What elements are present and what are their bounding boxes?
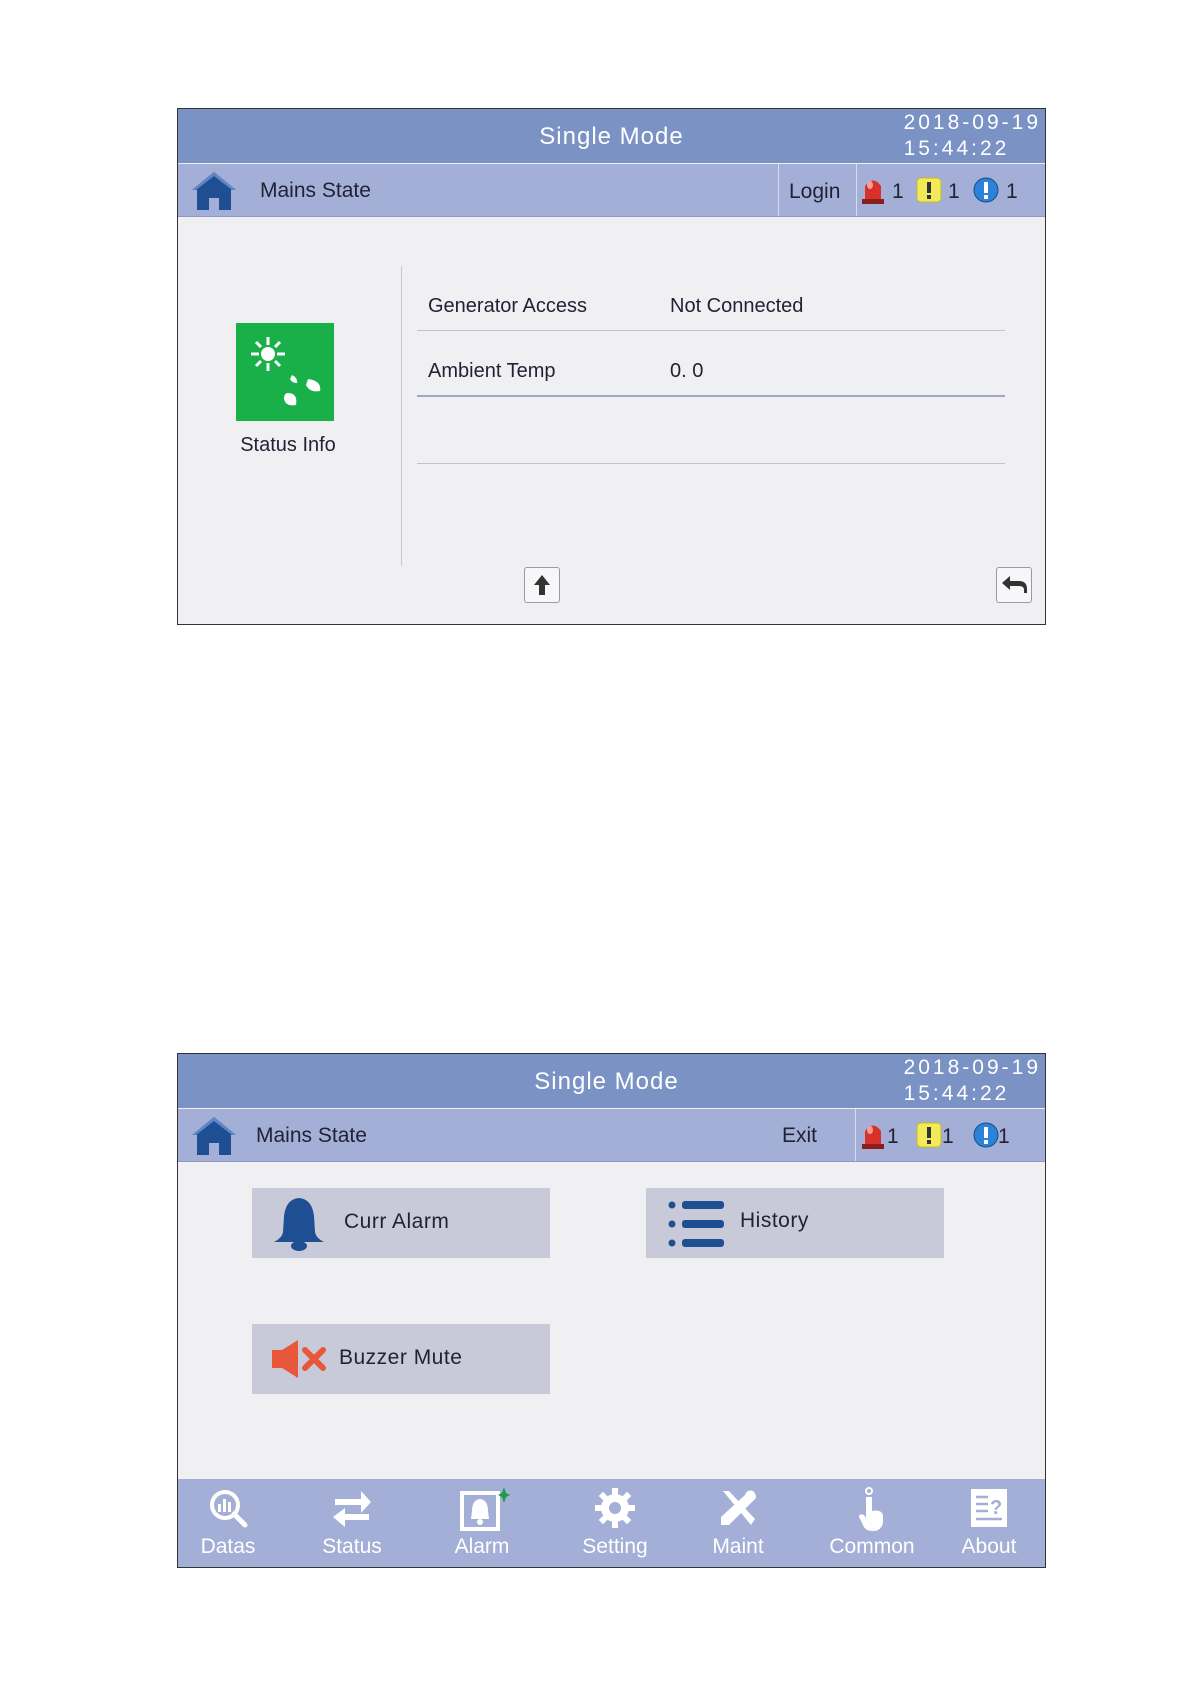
status-info-label: Status Info (240, 434, 336, 456)
nav-common-label: Common (829, 1535, 915, 1558)
nav-about[interactable] (934, 1479, 1044, 1567)
fault-siren-icon (860, 174, 886, 206)
nav-alarm-label: Alarm (454, 1535, 510, 1558)
row-divider (417, 395, 1005, 397)
mode-title: Single Mode (539, 123, 684, 150)
info-icon (972, 1119, 1000, 1151)
about-icon (968, 1487, 1010, 1529)
datas-icon (207, 1487, 249, 1529)
info-count: 1 (998, 1125, 1010, 1148)
row-divider (417, 330, 1005, 331)
alarm-menu-screen (177, 1053, 1046, 1568)
date-text: 2018-09-19 (903, 111, 1041, 134)
ambient-temp-value: 0. 0 (670, 360, 704, 382)
datetime (904, 110, 1041, 162)
generator-access-label: Generator Access (428, 295, 587, 317)
list-icon (668, 1200, 728, 1248)
nav-datas[interactable] (178, 1479, 278, 1567)
bell-icon (270, 1196, 328, 1252)
page-title: Mains State (256, 1124, 367, 1147)
info-count: 1 (1006, 180, 1018, 203)
column-divider (401, 266, 402, 566)
generator-access-value: Not Connected (670, 295, 804, 317)
nav-datas-label: Datas (200, 1535, 256, 1558)
mode-title: Single Mode (534, 1068, 679, 1095)
ambient-temp-label: Ambient Temp (428, 360, 556, 382)
warning-icon (916, 1119, 942, 1151)
fault-siren-icon (860, 1119, 886, 1151)
warning-icon (916, 174, 942, 206)
login-label: Login (789, 180, 841, 203)
return-arrow-icon (997, 568, 1031, 602)
buzzer-mute-label: Buzzer Mute (339, 1346, 463, 1369)
time-text: 15:44:22 (903, 1082, 1010, 1105)
arrow-up-icon (525, 568, 559, 602)
nav-alarm[interactable] (422, 1479, 542, 1567)
nav-separator (855, 1109, 856, 1161)
alarm-bell-icon (454, 1487, 510, 1533)
page-up-button[interactable] (524, 567, 560, 603)
title-bar (178, 1054, 1045, 1108)
nav-common[interactable] (792, 1479, 952, 1567)
hand-pointer-icon (851, 1487, 893, 1533)
title-bar (178, 109, 1045, 163)
history-button[interactable] (646, 1188, 944, 1258)
page-title: Mains State (260, 179, 371, 202)
curr-alarm-button[interactable] (252, 1188, 550, 1258)
row-divider (417, 463, 1005, 464)
date-text: 2018-09-19 (903, 1056, 1041, 1079)
status-arrows-icon (331, 1487, 373, 1529)
info-icon (972, 174, 1000, 206)
nav-maint[interactable] (678, 1479, 798, 1567)
speaker-muted-icon (270, 1338, 330, 1380)
status-info-screen (177, 108, 1046, 625)
exit-button[interactable]: Exit (782, 1124, 818, 1147)
nav-setting-label: Setting (582, 1535, 648, 1558)
nav-setting[interactable] (550, 1479, 680, 1567)
home-icon[interactable] (190, 1115, 238, 1157)
warning-count: 1 (942, 1125, 954, 1148)
nav-status[interactable] (292, 1479, 412, 1567)
bottom-nav-bar (178, 1479, 1045, 1567)
nav-status-label: Status (322, 1535, 382, 1558)
svg-text:?: ? (990, 1497, 1003, 1519)
home-icon[interactable] (190, 170, 238, 212)
nav-about-label: About (961, 1535, 1017, 1558)
fault-count: 1 (887, 1125, 899, 1148)
curr-alarm-label: Curr Alarm (344, 1210, 450, 1233)
tools-icon (717, 1487, 759, 1529)
warning-count: 1 (948, 180, 960, 203)
buzzer-mute-button[interactable] (252, 1324, 550, 1394)
fault-count: 1 (892, 180, 904, 203)
time-text: 15:44:22 (903, 137, 1010, 160)
nav-bar (178, 164, 1045, 217)
login-button[interactable] (778, 164, 857, 216)
nav-bar (178, 1109, 1045, 1162)
status-info-icon[interactable] (236, 323, 334, 421)
back-button[interactable] (996, 567, 1032, 603)
history-label: History (740, 1209, 809, 1232)
datetime (904, 1055, 1041, 1107)
nav-maint-label: Maint (712, 1535, 764, 1558)
gear-icon (594, 1487, 636, 1529)
